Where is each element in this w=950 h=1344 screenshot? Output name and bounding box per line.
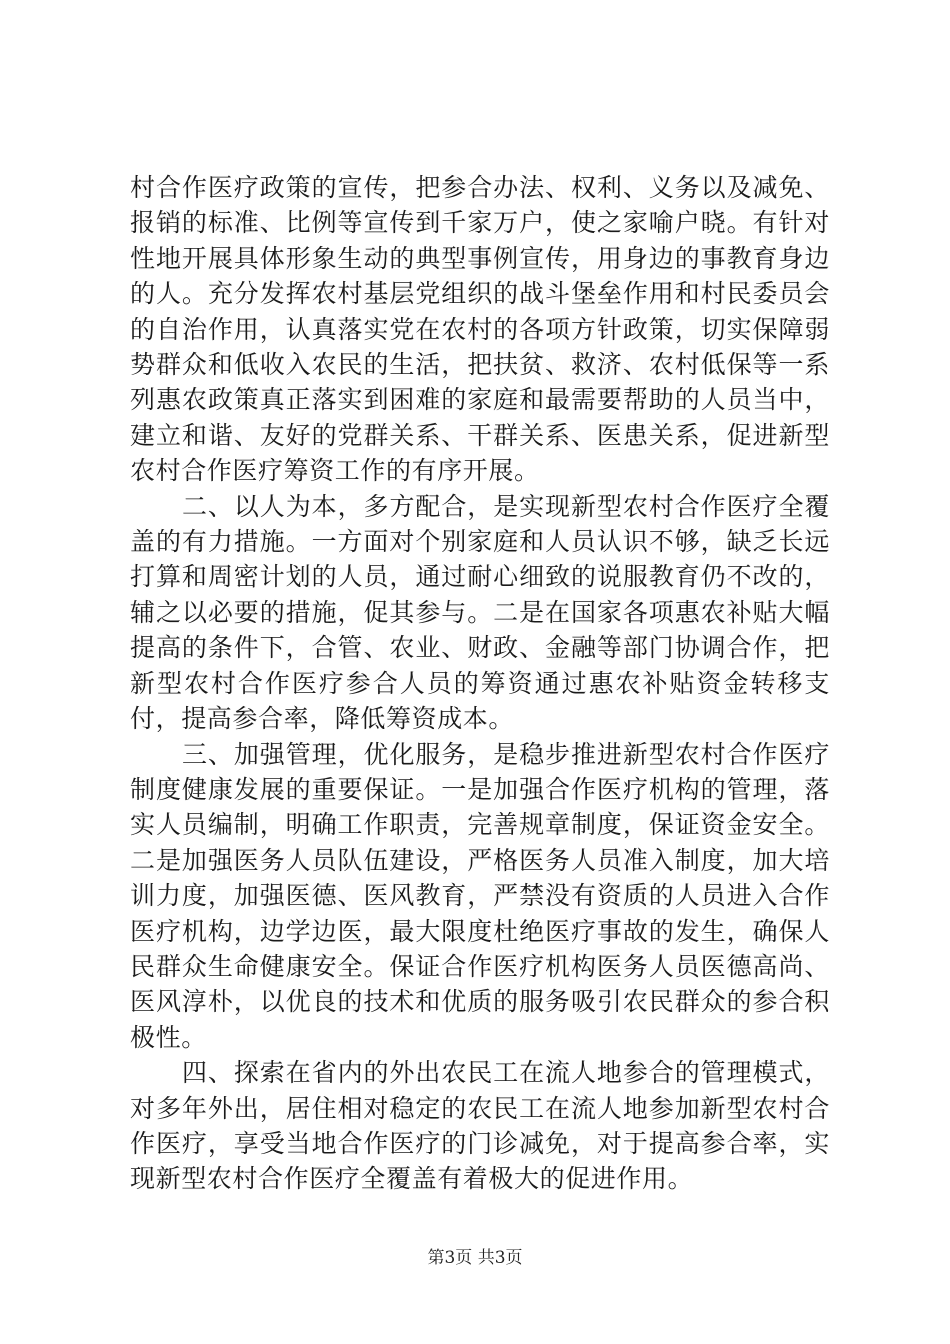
paragraph-continuation: 村合作医疗政策的宣传，把参合办法、权利、义务以及减免、报销的标准、比例等宣传到千家万户，使之家喻户晓。有针对性地开展具体形象生动的典型事例宣传，用身边的事教育身边的人。充分发挥农村基层党组织的战斗堡垒作用和村民委员会的自治作用，认真落实党在农村的各项方针政策，切实保障弱势群众和低收入农民的生活，把扶贫、救济、农村低保等一系列惠农政策真正落实到困难的家庭和最需要帮助的人员当中，建立和谐、友好的党群关系、干群关系、医患关系，促进新型农村合作医疗筹资工作的有序开展。 (130, 173, 830, 486)
document-body (130, 170, 830, 1197)
page-footer: 第3页 共3页 (427, 1248, 523, 1268)
paragraph-section-four: 四、探索在省内的外出农民工在流人地参合的管理模式，对多年外出，居住相对稳定的农民工在流人地参加新型农村合作医疗，享受当地合作医疗的门诊减免，对于提高参合率，实现新型农村合作医疗全覆盖有着极大的促进作用。 (130, 1058, 830, 1194)
paragraph-section-three: 三、加强管理，优化服务，是稳步推进新型农村合作医疗制度健康发展的重要保证。一是加强合作医疗机构的管理，落实人员编制，明确工作职责，完善规章制度，保证资金安全。二是加强医务人员队伍建设，严格医务人员准入制度，加大培训力度，加强医德、医风教育，严禁没有资质的人员进入合作医疗机构，边学边医，最大限度杜绝医疗事故的发生，确保人民群众生命健康安全。保证合作医疗机构医务人员医德高尚、医风淳朴，以优良的技术和优质的服务吸引农民群众的参合积极性。 (130, 739, 830, 1052)
paragraph-section-two: 二、以人为本，多方配合，是实现新型农村合作医疗全覆盖的有力措施。一方面对个别家庭和人员认识不够，缺乏长远打算和周密计划的人员，通过耐心细致的说服教育仍不改的，辅之以必要的措施，促其参与。二是在国家各项惠农补贴大幅提高的条件下，合管、农业、财政、金融等部门协调合作，把新型农村合作医疗参合人员的筹资通过惠农补贴资金转移支付，提高参合率，降低筹资成本。 (130, 491, 830, 734)
